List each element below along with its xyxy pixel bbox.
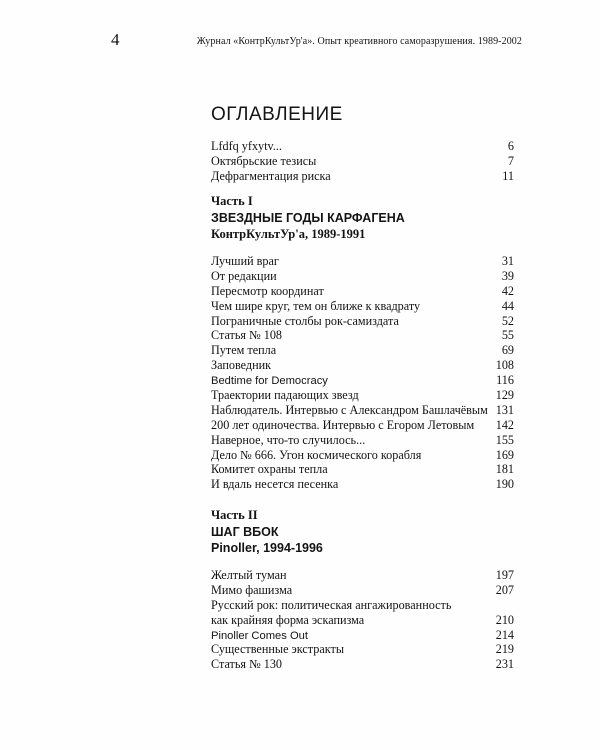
toc-entry[interactable] [211,284,514,299]
toc-entry-title: Желтый туман [211,568,287,582]
toc-entry[interactable] [211,613,514,628]
toc-entry[interactable] [211,299,514,314]
toc-entry-title: Траектории падающих звезд [211,388,359,403]
part-2-heading [211,507,514,557]
toc-entry-page: 231 [495,657,514,672]
toc-entry[interactable] [211,328,514,343]
toc-entry-title: как крайняя форма эскапизма [211,612,365,627]
toc-entry-title: Наблюдатель. Интервью с Александром Башлачёвым [211,402,488,417]
toc-entry-title: Lfdfq yfxytv... [211,139,282,153]
toc-entry[interactable] [211,139,514,154]
toc-entry-title: Комитет охраны тепла [211,462,328,477]
toc-entry-title: Путем тепла [211,343,277,358]
toc-entry-title: Пересмотр координат [211,283,324,298]
toc-entry[interactable] [211,314,514,329]
toc-entry-title: Pinoller Comes Out [211,629,308,642]
part-2-subtitle: Pinoller, 1994-1996 [211,541,323,556]
toc-entry-title: От редакции [211,268,277,283]
toc-intro-list [211,139,514,184]
toc-entry[interactable] [211,568,514,583]
toc-entry-title: Мимо фашизма [211,582,293,597]
toc-entry-page: 169 [495,447,514,462]
toc-entry[interactable] [211,343,514,358]
toc-entry[interactable] [211,598,514,613]
toc-entry-title: Чем шире круг, тем он ближе к квадрату [211,298,421,313]
part-2-list [211,568,514,672]
toc-entry-title: 200 лет одиночества. Интервью с Егором Летовым [211,417,475,432]
toc-entry[interactable] [211,628,514,643]
toc-entry-page: 129 [495,388,514,403]
toc-entry-title: Bedtime for Democracy [211,375,328,388]
toc-entry-title: Заповедник [211,358,272,373]
toc-entry-title: И вдаль несется песенка [211,477,339,492]
toc-entry-title: Пограничные столбы рок-самиздата [211,313,399,328]
toc-entry-page: 219 [495,642,514,657]
running-header: Журнал «КонтрКультУр'а». Опыт креативного саморазрушения. 1989-2002 [196,36,522,47]
toc-entry[interactable] [211,358,514,373]
toc-entry-page: 6 [507,139,514,153]
toc-entry-page: 69 [501,343,514,358]
toc-entry-page: 190 [495,477,514,492]
toc-entry-page: 142 [495,417,514,432]
toc-entry[interactable] [211,254,514,269]
part-2-label: Часть II [211,508,258,522]
toc-entry-page: 44 [501,298,514,313]
toc-entry-title: Дефрагментация риска [211,168,331,183]
toc-entry-page: 214 [495,627,514,642]
toc-entry-title: Статья № 108 [211,328,283,343]
toc-entry-page: 131 [495,402,514,417]
part-1-list [211,254,514,492]
toc-entry-page: 31 [501,254,514,268]
toc-title: ОГЛАВЛЕНИЕ [211,104,343,125]
toc-entry[interactable] [211,388,514,403]
toc-entry-title: Статья № 130 [211,657,283,672]
toc-entry-page: 108 [495,358,514,373]
toc-entry[interactable] [211,433,514,448]
page-number: 4 [111,30,120,49]
toc-entry[interactable] [211,462,514,477]
toc-entry-title: Лучший враг [211,254,279,268]
toc-entry-page: 7 [507,153,514,168]
part-2-name: ШАГ ВБОК [211,524,279,539]
toc-entry-page: 52 [501,313,514,328]
toc-entry[interactable] [211,583,514,598]
toc-entry[interactable] [211,448,514,463]
toc-entry[interactable] [211,269,514,284]
toc-entry-page: 11 [502,168,514,183]
toc-entry[interactable] [211,642,514,657]
toc-entry[interactable] [211,477,514,492]
part-1-heading [211,193,514,243]
part-1-subtitle: КонтрКультУр'а, 1989-1991 [211,227,366,242]
toc-entry[interactable] [211,373,514,388]
toc-entry[interactable] [211,403,514,418]
toc-entry-page: 42 [501,283,514,298]
part-1-label: Часть I [211,194,253,208]
toc-entry[interactable] [211,657,514,672]
toc-entry-page: 116 [496,373,514,388]
toc-entry-page: 207 [495,582,514,597]
toc-entry-title: Наверное, что-то случилось... [211,432,366,447]
toc-entry-title: Октябрьские тезисы [211,153,317,168]
toc-entry-page: 197 [495,568,514,582]
toc-entry-page: 181 [495,462,514,477]
toc-entry[interactable] [211,154,514,169]
toc-entry-page: 55 [501,328,514,343]
part-1-name: ЗВЕЗДНЫЕ ГОДЫ КАРФАГЕНА [211,210,405,225]
toc-entry-title: Русский рок: политическая ангажированность [211,597,452,612]
toc-entry-page: 155 [495,432,514,447]
toc-entry-title: Существенные экстракты [211,642,345,657]
toc-entry-page: 39 [501,268,514,283]
toc-entry-title: Дело № 666. Угон космического корабля [211,447,422,462]
toc-entry[interactable] [211,418,514,433]
toc-entry-page: 210 [495,612,514,627]
toc-entry[interactable] [211,169,514,184]
